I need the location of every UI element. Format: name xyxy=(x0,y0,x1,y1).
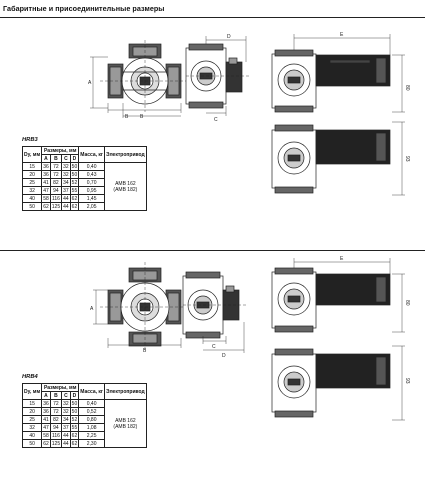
hrb3-actuator-side-view xyxy=(272,125,390,193)
cell-d: 50 xyxy=(71,163,78,170)
cell-mass: 0,40 xyxy=(79,400,105,408)
cell-a: 47 xyxy=(43,187,49,194)
hrb4-dim-label-e: E xyxy=(340,256,344,262)
cell-b: 72 xyxy=(50,171,61,179)
hrb4-dim-label-b: B xyxy=(143,348,147,354)
cell-mass: 0,52 xyxy=(79,408,105,416)
hrb4-dim-label-c: C xyxy=(212,344,216,350)
dim-label-80: 80 xyxy=(404,85,410,91)
hrb4-dim-label-80: 80 xyxy=(404,300,410,306)
drive-line-2: (AMB 182) xyxy=(113,186,138,193)
cell-mass: 2,30 xyxy=(79,440,105,448)
hrb3-spec-table xyxy=(22,146,147,211)
cell-d: 62 xyxy=(71,432,78,439)
dim-label-c: C xyxy=(214,117,218,123)
cell-b: 116 xyxy=(51,432,60,439)
cell-mass: 1,45 xyxy=(79,195,105,203)
cell-mass: 0,95 xyxy=(79,187,105,195)
cell-dn: 50 xyxy=(23,440,42,448)
page-title: Габаритные и присоединительные размеры xyxy=(3,4,165,13)
cell-mass: 0,80 xyxy=(79,416,105,424)
cell-dn: 20 xyxy=(23,171,42,179)
drive-line-2: (AMB 182) xyxy=(113,423,138,430)
hrb4-dim-label-93: 93 xyxy=(404,378,410,384)
cell-mass: 2,05 xyxy=(79,203,105,211)
header-col-c: C xyxy=(62,155,71,163)
cell-mass: 0,40 xyxy=(79,163,105,171)
cell-d: 62 xyxy=(71,195,78,202)
header-drive: Электропривод xyxy=(105,147,147,163)
cell-a: 62 xyxy=(43,203,49,210)
dim-label-e: E xyxy=(340,32,344,38)
cell-mass: 2,25 xyxy=(79,432,105,440)
hrb4-dim-label-a: A xyxy=(90,306,94,312)
cell-a: 36 xyxy=(43,163,49,170)
header-col-d: D xyxy=(70,392,79,400)
header-col-b: B xyxy=(50,155,61,163)
header-col-a: A xyxy=(42,155,51,163)
hrb3-side-view xyxy=(186,44,250,108)
header-mass: Масса, кг xyxy=(79,147,105,163)
cell-d: 50 xyxy=(71,400,78,407)
cell-a: 58 xyxy=(43,432,49,439)
cell-c: 37 xyxy=(63,187,69,194)
cell-drive xyxy=(105,400,147,448)
cell-c: 32 xyxy=(63,171,69,178)
hrb3-front-view xyxy=(100,40,190,112)
hrb4-spec-table xyxy=(22,383,147,448)
dim-label-b2: B xyxy=(140,114,144,120)
cell-c: 32 xyxy=(63,163,69,170)
cell-a: 58 xyxy=(43,195,49,202)
cell-a: 41 xyxy=(43,179,49,186)
cell-c: 34 xyxy=(63,416,69,423)
cell-b: 82 xyxy=(50,179,61,187)
cell-b: 94 xyxy=(50,424,61,432)
drive-line-1: AMB 162 xyxy=(115,417,136,424)
cell-c: 44 xyxy=(63,440,69,447)
hrb4-side-view xyxy=(183,272,248,338)
cell-dn: 15 xyxy=(23,400,42,408)
header-col-d: D xyxy=(70,155,79,163)
cell-dn: 40 xyxy=(23,432,42,440)
header-mass: Масса, кг xyxy=(79,384,105,400)
cell-d: 50 xyxy=(71,408,78,415)
cell-b: 72 xyxy=(50,400,61,408)
cell-d: 50 xyxy=(71,171,78,178)
header-col-c: C xyxy=(62,392,71,400)
dim-label-d: D xyxy=(227,34,231,40)
dim-label-a: A xyxy=(88,80,92,86)
hrb4-dim-label-d: D xyxy=(222,353,226,359)
cell-a: 41 xyxy=(43,416,49,423)
hrb4-actuator-top-view xyxy=(272,268,390,332)
dim-label-b: B xyxy=(125,114,129,120)
table-row xyxy=(23,400,147,408)
header-col-b: B xyxy=(50,392,61,400)
cell-c: 34 xyxy=(63,179,69,186)
cell-d: 55 xyxy=(71,187,78,194)
cell-dn: 25 xyxy=(23,416,42,424)
cell-b: 125 xyxy=(51,440,61,447)
cell-dn: 32 xyxy=(23,424,42,432)
cell-b: 116 xyxy=(51,195,60,202)
cell-a: 36 xyxy=(43,400,49,407)
cell-mass: 1,08 xyxy=(79,424,105,432)
cell-c: 44 xyxy=(63,203,69,210)
cell-c: 44 xyxy=(63,432,69,439)
cell-b: 125 xyxy=(51,203,61,210)
cell-c: 37 xyxy=(63,424,69,431)
cell-a: 47 xyxy=(43,424,49,431)
cell-b: 72 xyxy=(50,163,61,171)
hrb3-actuator-top-view xyxy=(272,50,390,112)
header-sizes: Размеры, мм xyxy=(42,384,79,392)
cell-dn: 40 xyxy=(23,195,42,203)
cell-d: 52 xyxy=(71,416,78,423)
cell-d: 55 xyxy=(71,424,78,431)
cell-c: 44 xyxy=(63,195,69,202)
hrb4-model-label: HRB4 xyxy=(22,374,38,380)
hrb3-actuator-side-dimensions xyxy=(392,122,405,195)
cell-dn: 20 xyxy=(23,408,42,416)
header-col-a: A xyxy=(42,392,51,400)
cell-b: 82 xyxy=(50,416,61,424)
cell-mass: 0,70 xyxy=(79,179,105,187)
header-dn: Dy, мм xyxy=(23,384,42,400)
cell-a: 36 xyxy=(43,408,49,415)
cell-d: 52 xyxy=(71,179,78,186)
cell-d: 62 xyxy=(71,203,78,210)
cell-dn: 25 xyxy=(23,179,42,187)
cell-dn: 15 xyxy=(23,163,42,171)
header-dn: Dy, мм xyxy=(23,147,42,163)
cell-a: 36 xyxy=(43,171,49,178)
cell-b: 94 xyxy=(50,187,61,195)
hrb4-front-view xyxy=(100,262,190,352)
hrb4-actuator-side-view xyxy=(272,349,390,417)
header-sizes: Размеры, мм xyxy=(42,147,79,155)
cell-drive xyxy=(105,163,147,211)
cell-c: 32 xyxy=(63,400,69,407)
cell-mass: 0,43 xyxy=(79,171,105,179)
cell-c: 32 xyxy=(63,408,69,415)
drive-line-1: AMB 162 xyxy=(115,180,136,187)
cell-d: 62 xyxy=(71,440,78,447)
header-drive: Электропривод xyxy=(105,384,147,400)
hrb4-actuator-side-dimensions xyxy=(392,346,405,420)
cell-dn: 32 xyxy=(23,187,42,195)
dim-label-93: 93 xyxy=(404,156,410,162)
cell-a: 62 xyxy=(43,440,49,447)
hrb3-model-label: HRB3 xyxy=(22,137,38,143)
cell-dn: 50 xyxy=(23,203,42,211)
table-row xyxy=(23,163,147,171)
cell-b: 72 xyxy=(50,408,61,416)
